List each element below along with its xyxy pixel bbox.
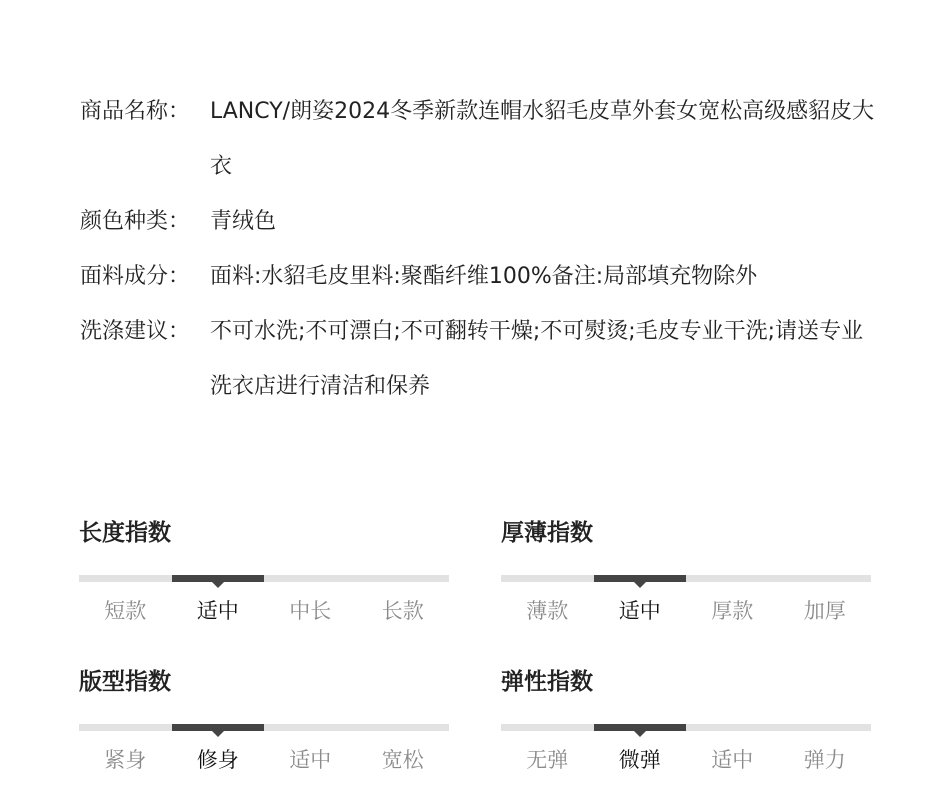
info-value: LANCY/朗姿2024冬季新款连帽水貂毛皮草外套女宽松高级感貂皮大衣 — [210, 99, 875, 179]
info-label: 洗涤建议： — [80, 319, 191, 344]
metric-title: 厚薄指数 — [501, 520, 593, 546]
metric-track — [79, 724, 449, 731]
info-row-color — [80, 194, 880, 249]
metric-option: 微弹 — [618, 748, 661, 772]
metric-option: 适中 — [289, 748, 332, 772]
metric-option: 短款 — [104, 599, 147, 623]
info-label: 商品名称： — [80, 99, 191, 124]
metric-pointer-icon — [212, 582, 224, 588]
metric-option: 弹力 — [803, 748, 846, 772]
metric-title: 版型指数 — [79, 669, 171, 695]
metric-option: 宽松 — [381, 748, 424, 772]
info-row-care — [80, 304, 880, 414]
info-label: 颜色种类： — [80, 209, 191, 234]
metric-length — [79, 516, 449, 626]
metric-track-fill — [594, 724, 687, 731]
info-value: 青绒色 — [210, 209, 277, 234]
info-label: 面料成分： — [80, 264, 191, 289]
metric-track-fill — [172, 575, 265, 582]
metric-option: 修身 — [196, 748, 239, 772]
metric-option: 薄款 — [526, 599, 569, 623]
metric-option: 紧身 — [104, 748, 147, 772]
metric-pointer-icon — [212, 731, 224, 737]
info-row-material — [80, 249, 880, 304]
metric-track — [79, 575, 449, 582]
info-row-name — [80, 84, 880, 194]
metric-track — [501, 575, 871, 582]
metric-option: 长款 — [381, 599, 424, 623]
metric-option: 适中 — [196, 599, 239, 623]
info-value: 不可水洗;不可漂白;不可翻转干燥;不可熨烫;毛皮专业干洗;请送专业洗衣店进行清洁和保养 — [210, 319, 864, 399]
metric-thickness — [501, 516, 871, 626]
metric-title: 弹性指数 — [501, 669, 593, 695]
metric-fit — [79, 665, 449, 775]
metric-options — [501, 596, 871, 626]
metric-option: 中长 — [289, 599, 332, 623]
metric-option: 适中 — [711, 748, 754, 772]
metric-track-fill — [172, 724, 265, 731]
metric-pointer-icon — [634, 582, 646, 588]
metric-option: 厚款 — [711, 599, 754, 623]
metric-options — [79, 745, 449, 775]
metric-track-fill — [594, 575, 687, 582]
metric-pointer-icon — [634, 731, 646, 737]
metric-option: 无弹 — [526, 748, 569, 772]
metric-title: 长度指数 — [79, 520, 171, 546]
metric-track — [501, 724, 871, 731]
info-value: 面料:水貂毛皮里料:聚酯纤维100%备注:局部填充物除外 — [210, 264, 758, 289]
product-info-list — [80, 84, 880, 414]
metric-options — [79, 596, 449, 626]
metric-option: 适中 — [618, 599, 661, 623]
metric-option: 加厚 — [803, 599, 846, 623]
metric-options — [501, 745, 871, 775]
metric-elasticity — [501, 665, 871, 775]
